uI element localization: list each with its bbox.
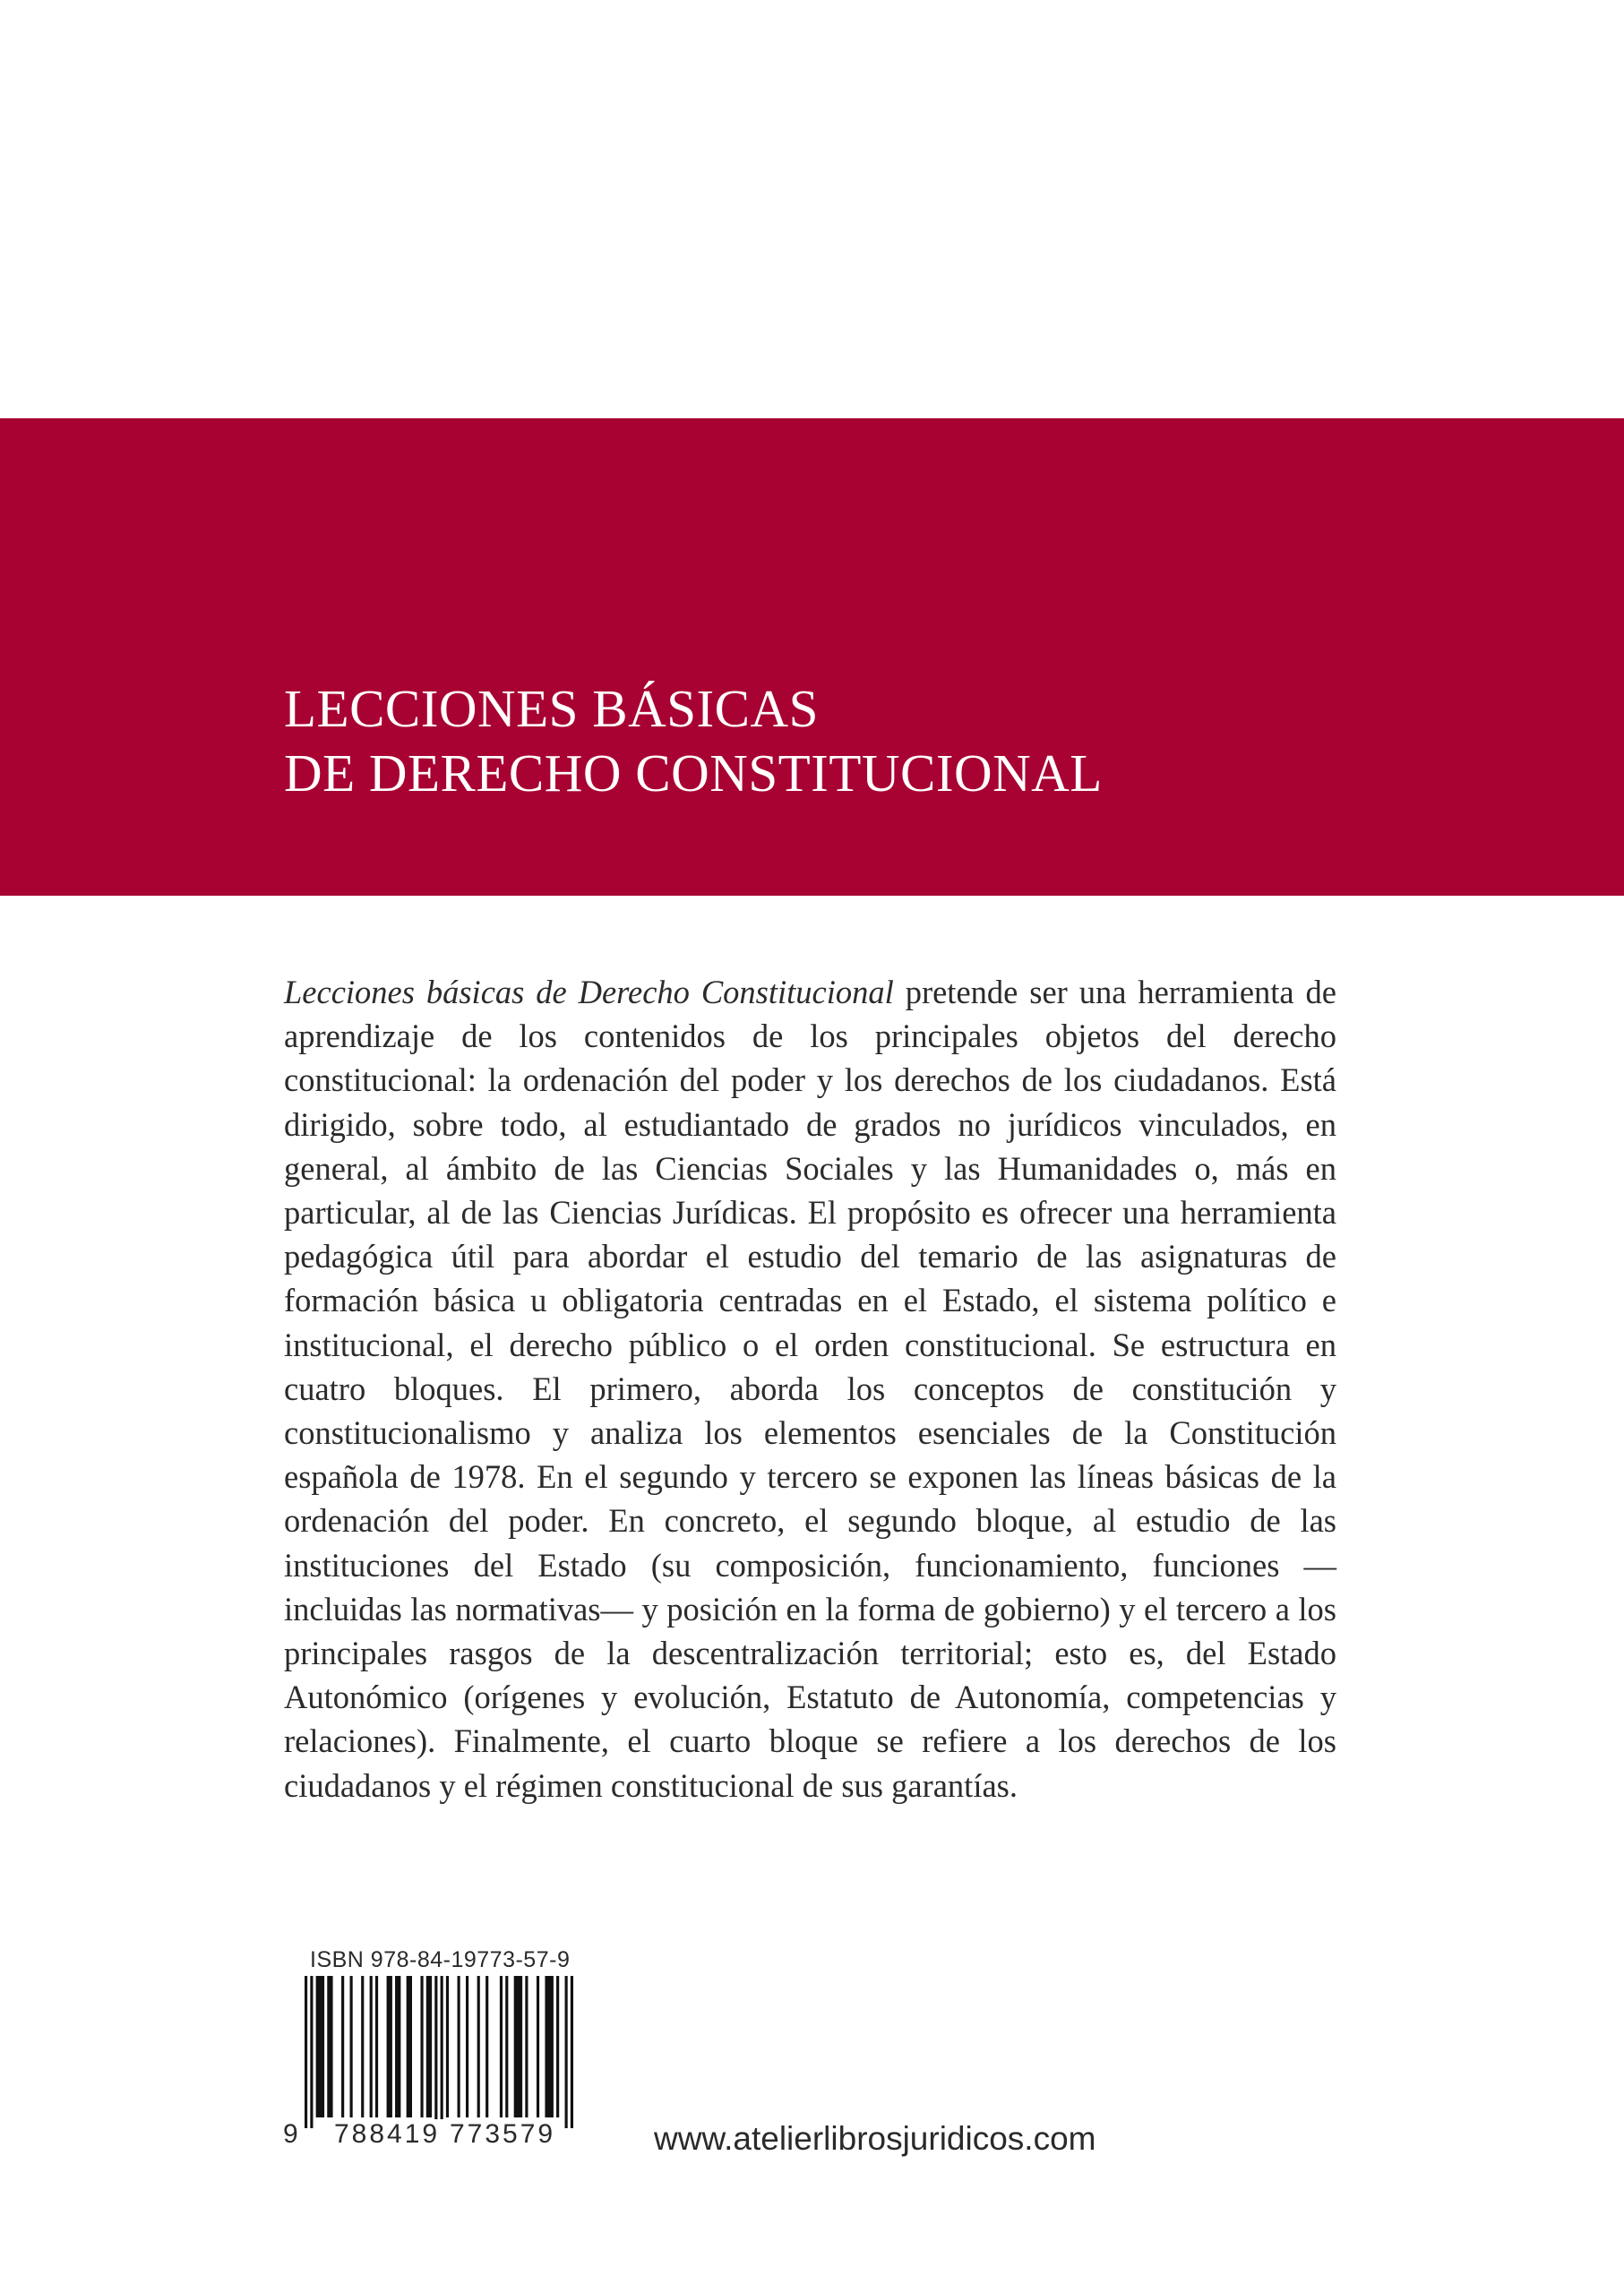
blurb-italic-title: Lecciones básicas de Derecho Constitucional bbox=[284, 974, 894, 1010]
barcode-bar bbox=[514, 1976, 522, 2117]
publisher-website: www.atelierlibrosjuridicos.com bbox=[654, 2120, 1096, 2157]
barcode-guard-bar bbox=[434, 1976, 437, 2128]
barcode-bar bbox=[361, 1976, 364, 2117]
barcode-bar bbox=[477, 1976, 480, 2117]
barcode-bar bbox=[375, 1976, 378, 2117]
barcode-bar bbox=[500, 1976, 503, 2117]
barcode-guard-bar bbox=[310, 1976, 313, 2128]
barcode-digits-right: 773579 bbox=[446, 2119, 559, 2150]
barcode-bar bbox=[327, 1976, 332, 2117]
barcode-guard-bar bbox=[305, 1976, 307, 2128]
barcode-guard-bar bbox=[565, 1976, 568, 2128]
barcode-bar bbox=[545, 1976, 553, 2117]
back-cover-blurb bbox=[284, 970, 1336, 1808]
barcode-digits-left: 788419 bbox=[331, 2119, 443, 2150]
barcode-bar bbox=[341, 1976, 344, 2117]
barcode-bar bbox=[446, 1976, 449, 2117]
barcode-bar bbox=[407, 1976, 412, 2117]
title-band bbox=[0, 418, 1624, 896]
blurb-text: pretende ser una herramienta de aprendizaje de los contenidos de los principales objetos del derecho constitucional: la ordenación del poder y los derechos de los ciudadanos. Está dirigido, sobre todo, al estudiantado de grados no jurídicos vinculados, en general, al ámbito de las Ciencias Sociales y las Humanidades o, más en particular, al de las Ciencias Jurídicas. El propósito es ofrecer una herramienta pedagógica útil para abordar el estudio del temario de las asignaturas de formación básica u obligatoria centradas en el Estado, el sistema político e institucional, el derecho público o el orden constitucional. Se estructura en cuatro bloques. El primero, aborda los conceptos de constitución y constitucionalismo y analiza los elementos esenciales de la Constitución española de 1978. En el segundo y tercero se exponen las líneas básicas de la ordenación del poder. En concreto, el segundo bloque, al estudio de las instituciones del Estado (su composición, funcionamiento, funciones —incluidas las normativas— y posición en la forma de gobierno) y el tercero a los principales rasgos de la descentralización territorial; esto es, del Estado Autonómico (orígenes y evolución, Estatuto de Autonomía, competencias y relaciones). Finalmente, el cuarto bloque se refiere a los derechos de los ciudadanos y el régimen constitucional de sus garantías. bbox=[284, 974, 1336, 1804]
barcode-bar bbox=[316, 1976, 324, 2117]
isbn-barcode bbox=[305, 1976, 573, 2128]
barcode-bar bbox=[556, 1976, 559, 2117]
barcode-bar bbox=[350, 1976, 353, 2117]
isbn-label: ISBN 978-84-19773-57-9 bbox=[310, 1947, 571, 1972]
book-title bbox=[284, 676, 1103, 805]
barcode-bar bbox=[387, 1976, 392, 2117]
barcode-bar bbox=[420, 1976, 423, 2117]
barcode-guard-bar bbox=[571, 1976, 573, 2128]
book-title-line-1: LECCIONES BÁSICAS bbox=[284, 679, 819, 738]
barcode-bar bbox=[370, 1976, 373, 2117]
barcode-bar bbox=[525, 1976, 528, 2117]
barcode-bar bbox=[505, 1976, 508, 2117]
barcode-bar bbox=[395, 1976, 400, 2117]
barcode-digit-first: 9 bbox=[279, 2119, 305, 2150]
barcode-bar bbox=[426, 1976, 432, 2117]
barcode-guard-bar bbox=[441, 1976, 443, 2128]
barcode-bar bbox=[458, 1976, 460, 2117]
barcode-bar bbox=[485, 1976, 488, 2117]
barcode-bar bbox=[466, 1976, 468, 2117]
book-title-line-2: DE DERECHO CONSTITUCIONAL bbox=[284, 743, 1103, 803]
barcode-bar bbox=[537, 1976, 539, 2117]
